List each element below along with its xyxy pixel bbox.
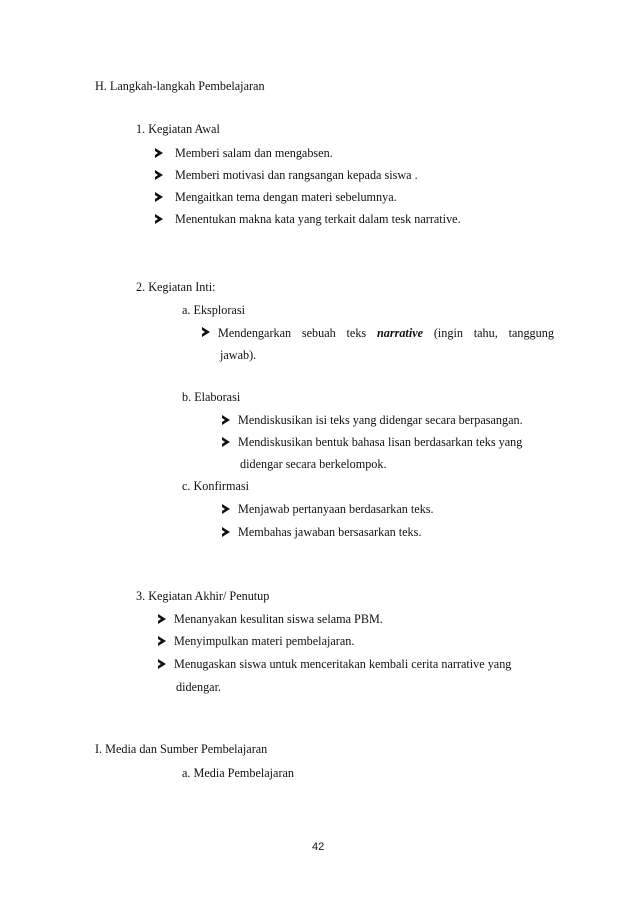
arrow-bullet-icon [158,659,166,669]
arrow-bullet-icon [155,148,163,158]
list-item: Memberi salam dan mengabsen. [155,145,333,161]
list-item: Menentukan makna kata yang terkait dalam tesk narrative. [155,211,461,227]
elaborasi-label: b. Elaborasi [182,390,241,404]
kegiatan-akhir-title: 3. Kegiatan Akhir/ Penutup [136,589,270,603]
section-h-heading: H. Langkah-langkah Pembelajaran [95,79,265,93]
list-item [202,325,554,341]
konfirmasi-label: c. Konfirmasi [182,479,250,493]
eksplorasi-label: a. Eksplorasi [182,303,245,317]
media-pembelajaran-label: a. Media Pembelajaran [182,766,295,780]
elaborasi-continuation: didengar secara berkelompok. [240,457,387,471]
arrow-bullet-icon [155,214,163,224]
arrow-bullet-icon [222,527,230,537]
section-i-heading: I. Media dan Sumber Pembelajaran [95,742,268,756]
arrow-bullet-icon [158,614,166,624]
arrow-bullet-icon [155,192,163,202]
arrow-bullet-icon [155,170,163,180]
list-item: Membahas jawaban bersasarkan teks. [222,524,421,540]
list-item: Menanyakan kesulitan siswa selama PBM. [158,611,383,627]
list-item: Memberi motivasi dan rangsangan kepada siswa . [155,167,418,183]
list-item: Mendiskusikan isi teks yang didengar secara berpasangan. [222,412,523,428]
arrow-bullet-icon [222,415,230,425]
list-item: Menjawab pertanyaan berdasarkan teks. [222,501,434,517]
kegiatan-inti-title: 2. Kegiatan Inti: [136,280,216,294]
arrow-bullet-icon [158,636,166,646]
eksplorasi-line: Mendengarkan sebuah teks narrative (ingin tahu, tanggung [218,326,554,340]
eksplorasi-continuation: jawab). [220,348,257,362]
page-number: 42 [312,841,325,853]
narrative-term: narrative [376,326,424,340]
list-item: Mengaitkan tema dengan materi sebelumnya. [155,189,397,205]
arrow-bullet-icon [222,437,230,447]
list-item: Menugaskan siswa untuk menceritakan kembali cerita narrative yang [158,656,511,672]
list-item: Mendiskusikan bentuk bahasa lisan berdasarkan teks yang [222,434,522,450]
list-item: Menyimpulkan materi pembelajaran. [158,633,354,649]
arrow-bullet-icon [222,504,230,514]
akhir-continuation: didengar. [176,680,222,694]
arrow-bullet-icon [202,327,210,337]
kegiatan-awal-title: 1. Kegiatan Awal [136,122,220,136]
